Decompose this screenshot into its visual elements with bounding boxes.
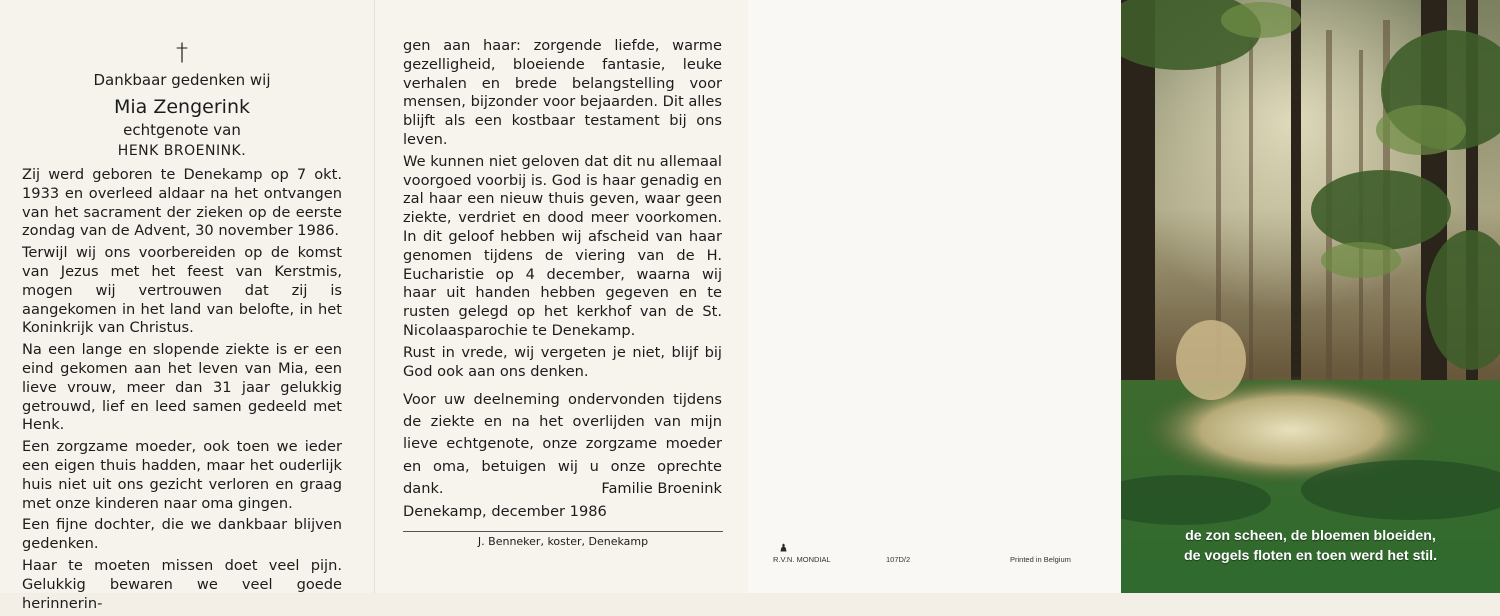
publisher-imprint: R.V.N. MONDIAL <box>773 555 831 564</box>
card-panel-middle <box>374 0 748 593</box>
paragraph: We kunnen niet geloven dat dit nu allemaal voorgoed voorbij is. God is haar genadig en zal haar een nieuw thuis geven, waar geen ziekte, verdriet en dood meer voorkomen. In dit geloof hebben wij afscheid van haar genomen tijdens de viering van de H. Eucharistie op 4 december, waarna wij haar uit handen hebben gegeven en te rusten gelegd op het kerkhof van de St. Nicolaasparochie te Denekamp. <box>403 152 722 339</box>
card-panel-left <box>0 0 374 612</box>
printed-in: Printed in Belgium <box>1010 555 1071 564</box>
card-code: 107D/2 <box>886 555 911 564</box>
paragraph: gen aan haar: zorgende liefde, warme gezelligheid, bloeiende fantasie, leuke verhalen en brede belangstelling voor mensen, bijzonder voor bejaarden. Dit alles blijft als een kostbaar testament bij ons leven. <box>403 37 722 148</box>
paragraph: Terwijl wij ons voorbereiden op de komst van Jezus met het feest van Kerstmis, mogen wij vertrouwen dat zij is aangekomen in het land van belofte, in het Koninkrijk van Christus. <box>22 244 342 337</box>
photo-caption <box>1121 526 1500 566</box>
memorial-text-left <box>22 166 342 616</box>
family-signature: Familie Broenink <box>601 480 722 497</box>
thanks-paragraph: Voor uw deelneming ondervonden tijdens de ziekte en na het overlijden van mijn lieve echtgenote, onze zorgzame moeder en oma, betuigen wij u onze oprechte dank. <box>403 391 722 497</box>
paragraph: Na een lange en slopende ziekte is er een eind gekomen aan het leven van Mia, een lieve vrouw, meer dan 31 jaar gelukkig getrouwd, lief en leed samen gedeeld met Henk. <box>22 341 342 434</box>
printer-credit: J. Benneker, koster, Denekamp <box>477 535 649 548</box>
card-panel-blank <box>748 0 1121 593</box>
paragraph: Zij werd geboren te Denekamp op 7 okt. 1933 en overleed aldaar na het ontvangen van het sacrament der zieken op de eerste zondag van de Advent, 30 november 1986. <box>22 166 342 240</box>
caption-line: de zon scheen, de bloemen bloeiden, <box>1185 528 1436 544</box>
spouse-name: HENK BROENINK. <box>117 143 247 159</box>
paragraph: Haar te moeten missen doet veel pijn. Gelukkig bewaren we veel goede herinnerin- <box>22 556 342 612</box>
divider <box>403 531 723 532</box>
paragraph: Een zorgzame moeder, ook toen we ieder een eigen thuis hadden, maar het ouderlijk huis niet uit ons gezicht verloren en graag met onze kinderen naar oma gingen. <box>22 438 342 512</box>
paragraph: Een fijne dochter, die we dankbaar blijven gedenken. <box>22 516 342 553</box>
publisher-logo-icon <box>780 543 787 552</box>
forest-photo <box>1121 0 1500 593</box>
card-panel-photo <box>1121 0 1500 593</box>
spouse-label: echtgenote van <box>123 121 241 139</box>
memorial-text-middle <box>403 37 722 384</box>
paragraph: Rust in vrede, wij vergeten je niet, blijf bij God ook aan ons denken. <box>403 343 722 380</box>
deceased-name: Mia Zengerink <box>114 96 250 118</box>
caption-line: de vogels floten en toen werd het stil. <box>1183 548 1438 564</box>
cross-icon: † <box>176 38 188 66</box>
place-date: Denekamp, december 1986 <box>403 503 607 520</box>
intro-line: Dankbaar gedenken wij <box>93 71 271 89</box>
